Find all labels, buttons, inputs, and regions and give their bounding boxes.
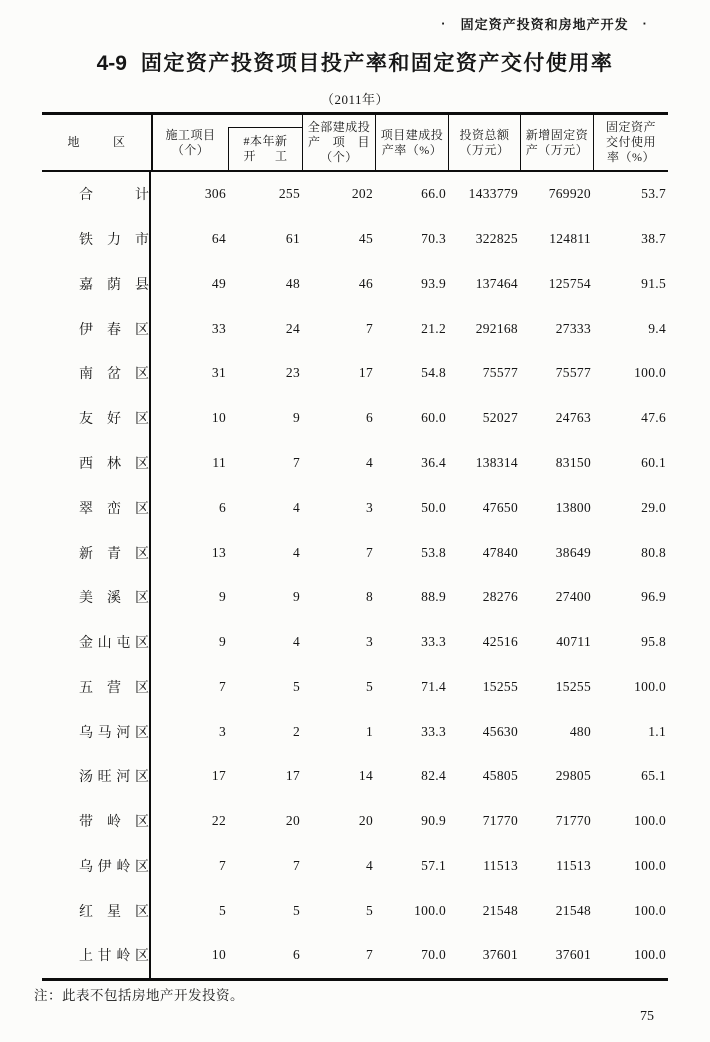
table-row: [42, 843, 668, 888]
value-cell: 37601: [482, 947, 518, 963]
region-name: 翠 峦 区: [79, 501, 149, 517]
value-cell: 52027: [482, 410, 518, 426]
value-cell: 47840: [482, 544, 518, 560]
value-cell: 100.0: [634, 678, 666, 694]
region-cell: [42, 843, 151, 888]
header-completion-rate: [375, 115, 448, 170]
value-cell: 57.1: [421, 857, 446, 873]
region-name: 美 溪 区: [79, 591, 149, 607]
table-year-subtitle: （2011年）: [320, 92, 390, 107]
region-cell: [42, 262, 151, 307]
header-line: （个）: [171, 142, 210, 157]
value-cell: 95.8: [641, 634, 666, 650]
value-cell: 83150: [555, 454, 591, 470]
value-cell: 100.0: [634, 902, 666, 918]
value-cell: 82.4: [421, 768, 446, 784]
value-cell: 88.9: [421, 589, 446, 605]
value-cell: 20: [358, 813, 373, 829]
region-cell: [42, 351, 151, 396]
region-cell: [42, 799, 151, 844]
data-table: [42, 112, 668, 981]
value-cell: 3: [365, 634, 373, 650]
value-cell: 11513: [483, 857, 518, 873]
running-header-text: 固定资产投资和房地产开发: [460, 17, 629, 32]
region-name: 西 林 区: [79, 456, 149, 472]
value-cell: 29805: [555, 768, 591, 784]
value-cell: 36.4: [421, 454, 446, 470]
value-cell: 70.0: [421, 947, 446, 963]
value-cell: 24763: [555, 410, 591, 426]
value-cell: 100.0: [634, 947, 666, 963]
region-cell: [42, 709, 151, 754]
value-cell: 60.0: [421, 410, 446, 426]
header-new-fixed-assets: [520, 115, 593, 170]
region-name: 红 星 区: [79, 904, 149, 920]
value-cell: 60.1: [641, 454, 666, 470]
header-line: 产（万元）: [525, 142, 589, 157]
region-cell: [42, 620, 151, 665]
region-name: 乌 伊 岭 区: [79, 859, 149, 875]
region-name: 新 青 区: [79, 546, 149, 562]
value-cell: 23: [285, 365, 300, 381]
value-cell: 8: [365, 589, 373, 605]
table-row: [42, 217, 668, 262]
region-cell: [42, 396, 151, 441]
value-cell: 40711: [556, 634, 591, 650]
header-left-bullet: ·: [441, 16, 447, 31]
header-region: [42, 115, 151, 170]
region-name: 金 山 屯 区: [79, 636, 149, 652]
value-cell: 53.7: [641, 186, 666, 202]
value-cell: 306: [204, 186, 226, 202]
value-cell: 5: [292, 678, 300, 694]
value-cell: 75577: [482, 365, 518, 381]
value-cell: 54.8: [421, 365, 446, 381]
header-line: （万元）: [459, 142, 510, 157]
value-cell: 7: [292, 857, 300, 873]
header-delivery-rate: [593, 115, 668, 170]
table-row: [42, 485, 668, 530]
value-cell: 22: [211, 813, 226, 829]
value-cell: 4: [292, 544, 300, 560]
value-cell: 71.4: [421, 678, 446, 694]
value-cell: 27333: [555, 320, 591, 336]
value-cell: 96.9: [641, 589, 666, 605]
table-row: [42, 664, 668, 709]
table-body: [42, 172, 668, 981]
value-cell: 21548: [555, 902, 591, 918]
region-name: 南 岔 区: [79, 367, 149, 383]
value-cell: 13800: [555, 499, 591, 515]
header-line: 全部建成投: [307, 120, 371, 134]
value-cell: 10: [211, 410, 226, 426]
value-cell: 7: [365, 544, 373, 560]
table-row: [42, 754, 668, 799]
value-cell: 27400: [555, 589, 591, 605]
header-line: （个）: [320, 150, 358, 164]
value-cell: 255: [278, 186, 300, 202]
header-new-started-this-year: [228, 127, 302, 170]
value-cell: 20: [285, 813, 300, 829]
footnote: 注：此表不包括房地产开发投资。: [34, 988, 244, 1003]
value-cell: 71770: [555, 813, 591, 829]
header-line: 施工项目: [165, 127, 216, 142]
value-cell: 7: [218, 857, 226, 873]
region-name: 合 计: [79, 188, 149, 204]
value-cell: 38.7: [641, 231, 666, 247]
value-cell: 9: [292, 589, 300, 605]
table-number: 4-9: [96, 52, 127, 75]
table-row: [42, 262, 668, 307]
value-cell: 71770: [482, 813, 518, 829]
value-cell: 5: [365, 678, 373, 694]
page-number: 75: [640, 1009, 654, 1024]
region-name: 铁 力 市: [79, 233, 149, 249]
value-cell: 17: [285, 768, 300, 784]
region-name: 上 甘 岭 区: [79, 949, 149, 965]
region-name: 嘉 荫 县: [79, 277, 149, 293]
table-row: [42, 709, 668, 754]
value-cell: 4: [292, 499, 300, 515]
value-cell: 38649: [555, 544, 591, 560]
table-row: [42, 799, 668, 844]
region-name: 乌 马 河 区: [79, 725, 149, 741]
value-cell: 7: [218, 678, 226, 694]
region-name: 带 岭 区: [79, 815, 149, 831]
region-cell: [42, 530, 151, 575]
region-cell: [42, 217, 151, 262]
value-cell: 4: [365, 857, 373, 873]
value-cell: 45805: [482, 768, 518, 784]
value-cell: 47650: [482, 499, 518, 515]
table-row: [42, 441, 668, 486]
value-cell: 138314: [475, 454, 518, 470]
header-line: 产 项 目: [308, 135, 370, 149]
value-cell: 11513: [556, 857, 591, 873]
header-line: 产率（%）: [381, 142, 443, 157]
value-cell: 5: [292, 902, 300, 918]
value-cell: 33.3: [421, 634, 446, 650]
header-line: 固定资产: [605, 120, 656, 134]
value-cell: 14: [358, 768, 373, 784]
value-cell: 7: [292, 454, 300, 470]
value-cell: 33.3: [421, 723, 446, 739]
value-cell: 75577: [555, 365, 591, 381]
value-cell: 53.8: [421, 544, 446, 560]
value-cell: 15255: [555, 678, 591, 694]
table-row: [42, 172, 668, 217]
value-cell: 6: [292, 947, 300, 963]
value-cell: 45: [358, 231, 373, 247]
value-cell: 6: [365, 410, 373, 426]
table-row: [42, 888, 668, 933]
value-cell: 17: [358, 365, 373, 381]
value-cell: 70.3: [421, 231, 446, 247]
region-cell: [42, 888, 151, 933]
region-name: 友 好 区: [79, 412, 149, 428]
header-completed-projects: [302, 115, 375, 170]
value-cell: 50.0: [421, 499, 446, 515]
value-cell: 11: [212, 454, 226, 470]
value-cell: 21.2: [421, 320, 446, 336]
table-row: [42, 575, 668, 620]
header-line: 交付使用: [605, 135, 656, 149]
value-cell: 2: [292, 723, 300, 739]
value-cell: 80.8: [641, 544, 666, 560]
region-cell: [42, 664, 151, 709]
value-cell: 17: [211, 768, 226, 784]
value-cell: 292168: [475, 320, 518, 336]
value-cell: 6: [218, 499, 226, 515]
value-cell: 5: [218, 902, 226, 918]
header-line: 率（%）: [607, 150, 655, 164]
value-cell: 49: [211, 275, 226, 291]
header-line: 新增固定资: [525, 127, 589, 142]
value-cell: 61: [285, 231, 300, 247]
value-cell: 769920: [548, 186, 591, 202]
value-cell: 37601: [555, 947, 591, 963]
value-cell: 13: [211, 544, 226, 560]
region-name: 汤 旺 河 区: [79, 770, 149, 786]
value-cell: 31: [211, 365, 226, 381]
value-cell: 21548: [482, 902, 518, 918]
value-cell: 91.5: [641, 275, 666, 291]
value-cell: 64: [211, 231, 226, 247]
region-name: 伊 春 区: [79, 322, 149, 338]
value-cell: 9: [218, 634, 226, 650]
value-cell: 1.1: [648, 723, 666, 739]
value-cell: 24: [285, 320, 300, 336]
running-header: [441, 14, 648, 33]
region-cell: [42, 306, 151, 351]
value-cell: 3: [365, 499, 373, 515]
value-cell: 9.4: [648, 320, 666, 336]
value-cell: 7: [365, 320, 373, 336]
header-line: 项目建成投: [380, 127, 444, 142]
header-line: 投资总额: [459, 127, 510, 142]
value-cell: 125754: [548, 275, 591, 291]
header-construction-projects: [151, 115, 228, 170]
region-cell: [42, 754, 151, 799]
value-cell: 100.0: [634, 365, 666, 381]
region-cell: [42, 485, 151, 530]
header-right-bullet: ·: [642, 16, 648, 31]
table-header: [42, 112, 668, 172]
value-cell: 93.9: [421, 275, 446, 291]
value-cell: 100.0: [634, 857, 666, 873]
value-cell: 7: [365, 947, 373, 963]
value-cell: 5: [365, 902, 373, 918]
value-cell: 33: [211, 320, 226, 336]
region-cell: [42, 441, 151, 486]
header-line: #本年新: [243, 134, 288, 148]
value-cell: 1433779: [468, 186, 518, 202]
table-title-text: 固定资产投资项目投产率和固定资产交付使用率: [140, 52, 614, 75]
header-total-investment: [448, 115, 520, 170]
header-region-label: 地 区: [67, 135, 126, 149]
value-cell: 202: [351, 186, 373, 202]
page-title: [0, 47, 710, 77]
region-cell: [42, 933, 151, 978]
value-cell: 100.0: [414, 902, 446, 918]
value-cell: 3: [218, 723, 226, 739]
value-cell: 45630: [482, 723, 518, 739]
value-cell: 65.1: [641, 768, 666, 784]
value-cell: 10: [211, 947, 226, 963]
region-cell: [42, 575, 151, 620]
value-cell: 66.0: [421, 186, 446, 202]
value-cell: 4: [365, 454, 373, 470]
table-row: [42, 396, 668, 441]
region-cell: [42, 172, 151, 217]
value-cell: 47.6: [641, 410, 666, 426]
table-row: [42, 933, 668, 978]
value-cell: 15255: [482, 678, 518, 694]
value-cell: 4: [292, 634, 300, 650]
table-row: [42, 306, 668, 351]
value-cell: 100.0: [634, 813, 666, 829]
table-row: [42, 351, 668, 396]
value-cell: 28276: [482, 589, 518, 605]
header-line: 开 工: [243, 149, 288, 163]
value-cell: 90.9: [421, 813, 446, 829]
value-cell: 137464: [475, 275, 518, 291]
value-cell: 1: [365, 723, 373, 739]
value-cell: 124811: [549, 231, 591, 247]
value-cell: 322825: [475, 231, 518, 247]
value-cell: 46: [358, 275, 373, 291]
value-cell: 29.0: [641, 499, 666, 515]
value-cell: 9: [218, 589, 226, 605]
value-cell: 48: [285, 275, 300, 291]
value-cell: 480: [569, 723, 591, 739]
table-row: [42, 620, 668, 665]
region-name: 五 营 区: [79, 680, 149, 696]
value-cell: 9: [292, 410, 300, 426]
value-cell: 42516: [482, 634, 518, 650]
table-row: [42, 530, 668, 575]
